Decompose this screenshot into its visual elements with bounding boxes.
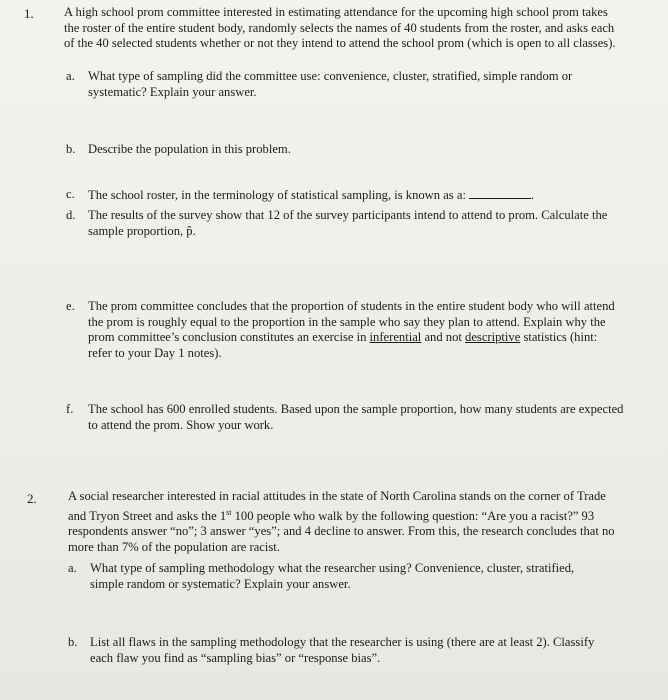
part-letter: c. [66,187,75,201]
part-text [88,187,608,204]
part-text: What type of sampling did the committee use: convenience, cluster, stratified, simple random or systematic? Explain your answer. [88,69,573,99]
question-2-stem [68,489,618,556]
stem-after: 100 people who walk by the following question: “Are you a racist?” 93 respondents answer “no”; 3 answer “yes”; and 4 decline to answer. From this, the research concludes that no more than 7% of the population are racist. [68,508,615,554]
part-letter: b. [68,635,78,649]
part-text: What type of sampling methodology what the researcher using? Convenience, cluster, stratified, simple random or systematic? Explain your answer. [90,561,575,591]
part-letter: b. [66,142,76,156]
part-text: List all flaws in the sampling methodology that the researcher is using (there are at least 2). Classify each flaw you find as “sampling bias” or “response bias”. [90,635,595,665]
question-1-stem: A high school prom committee interested in estimating attendance for the upcoming high school prom takes the roster of the entire student body, randomly selects the names of 40 students from the roster, and asks each of the 40 selected students whether or not they intend to attend the school prom (which is open to all classes). [64,5,616,51]
question-1-number: 1. [24,6,34,21]
part-letter: a. [68,561,77,575]
answer-blank[interactable] [469,187,531,199]
stem-before: A social researcher interested in racial attitudes in the state of North Carolina stands on the corner of Trade and Tryon Street and asks the 1 [68,489,606,523]
part-text-before: The prom committee concludes that the proportion of students in the entire student body who will attend the prom is roughly equal to the proportion in the sample who say they plan to attend. Explain why the prom committee’s conclusion constitutes an exercise in [88,299,615,345]
part-letter: d. [66,208,76,222]
part-text: Describe the population in this problem. [88,142,291,156]
underlined-inferential: inferential [369,330,422,345]
part-text-period: . [530,188,535,202]
part-text-mid: and not [421,330,466,345]
part-text [88,299,624,361]
stem-superscript: st [226,507,232,517]
part-letter: f. [66,402,74,416]
part-letter: e. [66,299,75,313]
part-text-after: statistics (hint: refer to your Day 1 notes). [88,330,598,360]
underlined-descriptive: descriptive [465,330,521,345]
question-2-number: 2. [27,491,37,506]
part-letter: a. [66,69,75,83]
part-text: The school has 600 enrolled students. Based upon the sample proportion, how many students are expected to attend the prom. Show your work. [88,402,624,432]
part-text: The results of the survey show that 12 of the survey participants intend to attend to prom. Calculate the sample proportion, p̂. [88,208,608,238]
part-text-main: The school roster, in the terminology of statistical sampling, is known as a: [88,188,466,202]
